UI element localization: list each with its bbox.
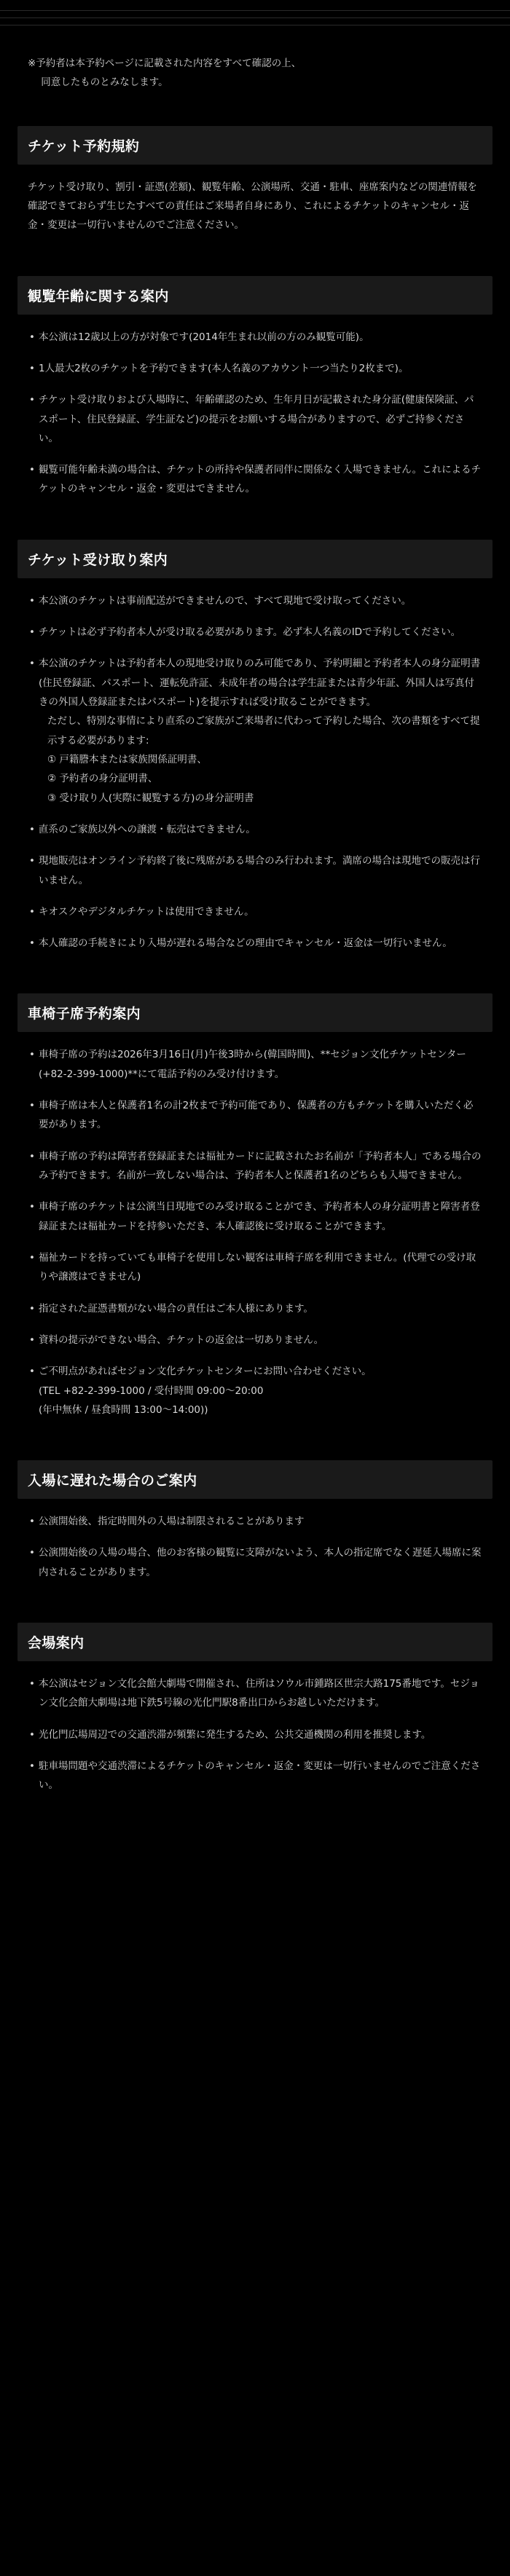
special-case-intro: ただし、特別な事情により直系のご家族がご来場者に代わって予約した場合、次の書類をすべて提示する必要があります: bbox=[47, 715, 480, 747]
top-notice-line-1: ※予約者は本予約ページに記載された内容をすべて確認の上、 bbox=[28, 58, 302, 69]
section-paragraph: チケット受け取り、割引・証憑(差額)、観覧年齢、公演場所、交通・駐車、座席案内などの関連情報を確認できておらず生じたすべての責任はご来場者自身にあり、これによるチケットのキャンセル・返金・変更は一切行いませんのでご注意ください。 bbox=[28, 181, 477, 232]
special-case-item: ③ 受け取り人(実際に観覧する方)の身分証明書 bbox=[47, 792, 254, 804]
section-title: チケット予約規約 bbox=[17, 126, 493, 165]
top-divider-group bbox=[0, 0, 510, 25]
top-notice-line-2: 同意したものとみなします。 bbox=[41, 76, 168, 89]
section-ticket-pickup-guide bbox=[28, 540, 482, 953]
list-item: • チケットは必ず予約者本人が受け取る必要があります。必ず本人名義のIDで予約してください。 bbox=[28, 623, 482, 642]
section-spacer bbox=[28, 1444, 482, 1460]
bullet-list bbox=[28, 1674, 482, 1795]
contact-line-2: (年中無休 / 昼食時間 13:00〜14:00)) bbox=[39, 1403, 208, 1416]
list-item: • チケット受け取りおよび入場時に、年齢確認のため、生年月日が記載された身分証(健康保険証、パスポート、住民登録証、学生証など)の提示をお願いする場合がありますので、必ずご持参ください。 bbox=[28, 390, 482, 448]
list-item: • キオスクやデジタルチケットは使用できません。 bbox=[28, 902, 482, 921]
bullet-list bbox=[28, 591, 482, 953]
list-item: • 指定された証憑書類がない場合の責任はご本人様にあります。 bbox=[28, 1299, 482, 1318]
section-title: 車椅子席予約案内 bbox=[17, 993, 493, 1032]
section-late-entry-guide bbox=[28, 1460, 482, 1582]
section-spacer bbox=[28, 524, 482, 540]
list-item: • 光化門広場周辺での交通渋滞が頻繁に発生するため、公共交通機関の利用を推奨します。 bbox=[28, 1725, 482, 1744]
list-item: • 車椅子席のチケットは公演当日現地でのみ受け取ることができ、予約者本人の身分証明書と障害者登録証または福祉カードを持参いただき、本人確認後に受け取ることができます。 bbox=[28, 1197, 482, 1236]
list-item bbox=[28, 654, 482, 808]
section-title: チケット受け取り案内 bbox=[17, 540, 493, 578]
section-ticket-reservation-rules bbox=[28, 126, 482, 235]
list-item: • 公演開始後の入場の場合、他のお客様の観覧に支障がないよう、本人の指定席でなく遅延入場席に案内されることがあります。 bbox=[28, 1543, 482, 1582]
divider-line bbox=[0, 17, 510, 18]
list-item-text: ご不明点があればセジョン文化チケットセンターにお問い合わせください。 bbox=[39, 1366, 372, 1378]
bullet-list bbox=[28, 1512, 482, 1582]
list-item: • 本人確認の手続きにより入場が遅れる場合などの理由でキャンセル・返金は一切行いません。 bbox=[28, 934, 482, 953]
section-spacer bbox=[28, 1607, 482, 1623]
list-item: • 車椅子席の予約は障害者登録証または福祉カードに記載されたお名前が「予約者本人」である場合のみ予約できます。名前が一致しない場合は、予約者本人と保護者1名のどちらも入場できません。 bbox=[28, 1147, 482, 1186]
section-title: 観覧年齢に関する案内 bbox=[17, 276, 493, 315]
contact-line-1: (TEL +82-2-399-1000 / 受付時間 09:00〜20:00 bbox=[39, 1384, 264, 1397]
special-case-item: ② 予約者の身分証明書、 bbox=[47, 773, 158, 785]
bullet-list bbox=[28, 1045, 482, 1419]
section-title: 会場案内 bbox=[17, 1623, 493, 1661]
list-item-text: 本公演のチケットは予約者本人の現地受け取りのみ可能であり、予約明細と予約者本人の身分証明書(住民登録証、パスポート、運転免許証、未成年者の場合は学生証または青少年証、外国人は写真付きの外国人登録証またはパスポート)を提示すれば受け取ることができます。 bbox=[39, 658, 481, 708]
list-item: • 本公演はセジョン文化会館大劇場で開催され、住所はソウル市鍾路区世宗大路175番地です。セジョン文化会館大劇場は地下鉄5号線の光化門駅8番出口からお越しいただけます。 bbox=[28, 1674, 482, 1713]
list-item: • 福祉カードを持っていても車椅子を使用しない観客は車椅子席を利用できません。(代理での受け取りや譲渡はできません) bbox=[28, 1248, 482, 1287]
list-item: • 現地販売はオンライン予約終了後に残席がある場合のみ行われます。満席の場合は現地での販売は行いません。 bbox=[28, 851, 482, 890]
list-item: • 資料の提示ができない場合、チケットの返金は一切ありません。 bbox=[28, 1331, 482, 1350]
section-venue-guide bbox=[28, 1623, 482, 1795]
list-item: • 公演開始後、指定時間外の入場は制限されることがあります bbox=[28, 1512, 482, 1531]
section-wheelchair-seat-guide bbox=[28, 993, 482, 1419]
divider-line bbox=[0, 10, 510, 11]
list-item: • 直系のご家族以外への譲渡・転売はできません。 bbox=[28, 820, 482, 839]
bullet-list bbox=[28, 328, 482, 499]
section-viewing-age-guide bbox=[28, 276, 482, 499]
list-item: • 車椅子席は本人と保護者1名の計2枚まで予約可能であり、保護者の方もチケットを購入いただく必要があります。 bbox=[28, 1096, 482, 1135]
list-item: • 車椅子席の予約は2026年3月16日(月)午後3時から(韓国時間)、**セジョン文化チケットセンター(+82-2-399-1000)**にて電話予約のみ受け付けます。 bbox=[28, 1045, 482, 1084]
section-spacer bbox=[28, 260, 482, 276]
list-item: • 本公演のチケットは事前配送ができませんので、すべて現地で受け取ってください。 bbox=[28, 591, 482, 610]
list-item bbox=[28, 1362, 482, 1419]
list-item: • 本公演は12歳以上の方が対象です(2014年生まれ以前の方のみ観覧可能)。 bbox=[28, 328, 482, 347]
top-notice bbox=[28, 54, 482, 92]
content-container bbox=[0, 32, 510, 1795]
special-case-item: ① 戸籍謄本または家族関係証明書、 bbox=[47, 753, 207, 765]
list-item: • 1人最大2枚のチケットを予約できます(本人名義のアカウント一つ当たり2枚まで)。 bbox=[28, 359, 482, 378]
section-title: 入場に遅れた場合のご案内 bbox=[17, 1460, 493, 1499]
section-spacer bbox=[28, 977, 482, 993]
list-item: • 観覧可能年齢未満の場合は、チケットの所持や保護者同伴に関係なく入場できません。これによるチケットのキャンセル・返金・変更はできません。 bbox=[28, 460, 482, 499]
list-item: • 駐車場問題や交通渋滞によるチケットのキャンセル・返金・変更は一切行いませんのでご注意ください。 bbox=[28, 1757, 482, 1795]
